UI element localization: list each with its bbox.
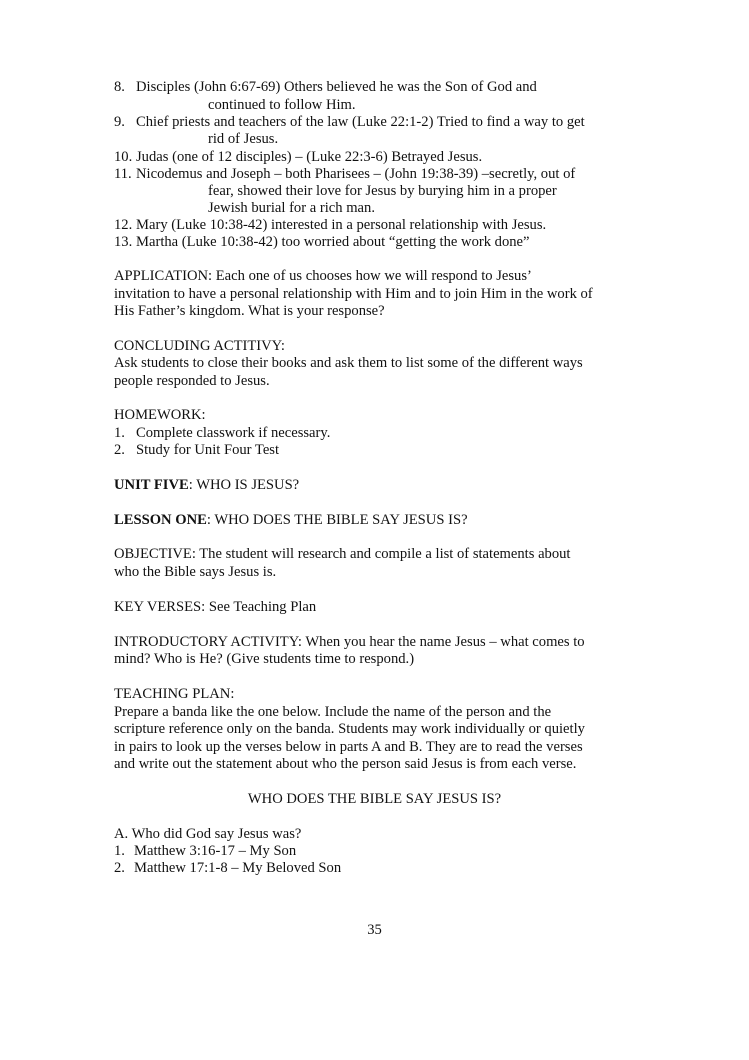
list-number: 2. <box>114 860 125 876</box>
paragraph-line: and write out the statement about who the person said Jesus is from each verse. <box>114 756 577 772</box>
list-text: Mary (Luke 10:38-42) interested in a personal relationship with Jesus. <box>136 217 547 233</box>
unit-label: UNIT FIVE <box>114 477 189 493</box>
unit-title: : WHO IS JESUS? <box>188 477 300 493</box>
section-heading: TEACHING PLAN: <box>114 686 235 702</box>
list-text: Judas (one of 12 disciples) – (Luke 22:3-6) Betrayed Jesus. <box>136 149 483 165</box>
paragraph-line: in pairs to look up the verses below in parts A and B. They are to read the verses <box>114 739 583 755</box>
list-text: Study for Unit Four Test <box>136 442 280 458</box>
list-number: 12. <box>114 217 133 233</box>
list-text: Complete classwork if necessary. <box>136 425 331 441</box>
list-text: continued to follow Him. <box>208 97 356 113</box>
key-verses-line: KEY VERSES: See Teaching Plan <box>114 599 317 615</box>
worksheet-title: WHO DOES THE BIBLE SAY JESUS IS? <box>247 791 502 807</box>
paragraph-line: APPLICATION: Each one of us chooses how we will respond to Jesus’ <box>114 268 532 284</box>
list-number: 1. <box>114 843 125 859</box>
list-text: fear, showed their love for Jesus by burying him in a proper <box>208 183 557 199</box>
list-number: 10. <box>114 149 133 165</box>
paragraph-line: His Father’s kingdom. What is your response? <box>114 303 385 319</box>
lesson-heading <box>114 512 468 530</box>
section-heading: A. Who did God say Jesus was? <box>114 826 302 842</box>
paragraph-line: Prepare a banda like the one below. Include the name of the person and the <box>114 704 552 720</box>
list-text: Disciples (John 6:67-69) Others believed he was the Son of God and <box>136 79 537 95</box>
list-number: 8. <box>114 79 125 95</box>
list-number: 1. <box>114 425 125 441</box>
lesson-title: : WHO DOES THE BIBLE SAY JESUS IS? <box>206 512 468 528</box>
lesson-label: LESSON ONE <box>114 512 207 528</box>
page-number: 35 <box>367 922 382 938</box>
list-number: 9. <box>114 114 125 130</box>
list-text: rid of Jesus. <box>208 131 279 147</box>
paragraph-line: OBJECTIVE: The student will research and compile a list of statements about <box>114 546 571 562</box>
list-text: Chief priests and teachers of the law (Luke 22:1-2) Tried to find a way to get <box>136 114 585 130</box>
list-number: 2. <box>114 442 125 458</box>
paragraph-line: invitation to have a personal relationship with Him and to join Him in the work of <box>114 286 593 302</box>
unit-heading <box>114 477 299 495</box>
paragraph-line: people responded to Jesus. <box>114 373 270 389</box>
list-text: Jewish burial for a rich man. <box>208 200 375 216</box>
list-number: 11. <box>114 166 132 182</box>
section-heading: HOMEWORK: <box>114 407 206 423</box>
list-text: Nicodemus and Joseph – both Pharisees – (John 19:38-39) –secretly, out of <box>136 166 576 182</box>
paragraph-line: scripture reference only on the banda. Students may work individually or quietly <box>114 721 585 737</box>
list-text: Matthew 17:1-8 – My Beloved Son <box>134 860 342 876</box>
paragraph-line: who the Bible says Jesus is. <box>114 564 277 580</box>
paragraph-line: Ask students to close their books and ask them to list some of the different ways <box>114 355 583 371</box>
section-heading: CONCLUDING ACTITIVY: <box>114 338 285 354</box>
list-text: Matthew 3:16-17 – My Son <box>134 843 297 859</box>
paragraph-line: INTRODUCTORY ACTIVITY: When you hear the name Jesus – what comes to <box>114 634 585 650</box>
paragraph-line: mind? Who is He? (Give students time to respond.) <box>114 651 415 667</box>
list-number: 13. <box>114 234 133 250</box>
list-text: Martha (Luke 10:38-42) too worried about “getting the work done” <box>136 234 530 250</box>
